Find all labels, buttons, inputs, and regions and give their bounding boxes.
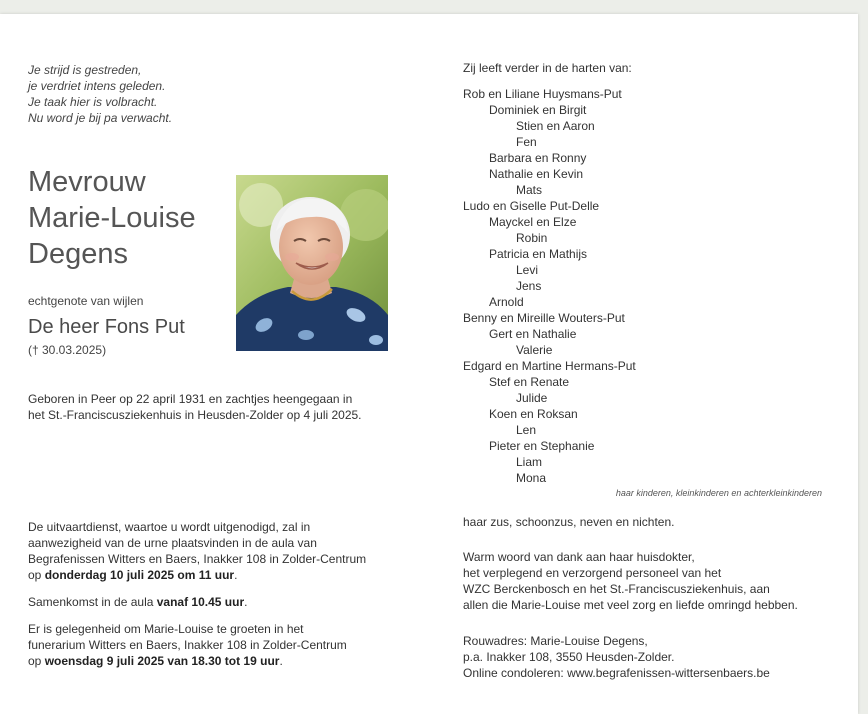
family-member: Rob en Liliane Huysmans-Put [463,87,622,101]
family-member: Nathalie en Kevin [489,167,584,181]
portrait-photo [236,175,388,351]
family-member: Len [516,423,537,437]
family-member: Jens [516,279,542,293]
birth-death-paragraph [28,391,362,423]
gathering-time: vanaf 10.45 uur [156,595,245,609]
thanks-line: Warm woord van dank aan haar huisdokter, [463,550,695,564]
funeral-date-prefix: op [28,568,45,582]
funeral-date-line [28,567,366,583]
viewing-paragraph [28,621,347,669]
siblings-line: haar zus, schoonzus, neven en nichten. [463,515,675,529]
family-member: Koen en Roksan [489,407,578,421]
family-member: Fen [516,135,537,149]
viewing-date: woensdag 9 juli 2025 van 18.30 tot 19 uur [44,654,280,668]
funeral-line: De uitvaartdienst, waartoe u wordt uitgenodigd, zal in [28,520,311,534]
deceased-first-name: Marie-Louise [28,202,196,234]
deceased-last-name: Degens [28,238,128,270]
viewing-line: funerarium Witters en Baers, Inakker 108 in Zolder-Centrum [28,638,347,652]
viewing-date-line [28,653,347,669]
family-member: Stef en Renate [489,375,570,389]
family-signature: haar kinderen, kleinkinderen en achterkleinkinderen [615,488,822,498]
spouse-death-date: († 30.03.2025) [28,343,107,357]
thanks-line: allen die Marie-Louise met veel zorg en liefde omringd hebben. [463,598,798,612]
poem-line: Je strijd is gestreden, [28,63,142,77]
address-block [463,633,770,681]
poem-line: Nu word je bij pa verwacht. [28,111,173,125]
address-line: p.a. Inakker 108, 3550 Heusden-Zolder. [463,650,675,664]
deceased-title: Mevrouw [28,166,146,198]
funeral-date: donderdag 10 juli 2025 om 11 uur [44,568,235,582]
poem [28,62,172,126]
family-member: Stien en Aaron [516,119,595,133]
family-member: Valerie [516,343,553,357]
address-line: Rouwadres: Marie-Louise Degens, [463,634,648,648]
funeral-paragraph [28,519,366,583]
funeral-line: Begrafenissen Witters en Baers, Inakker 108 in Zolder-Centrum [28,552,367,566]
family-member: Patricia en Mathijs [489,247,588,261]
funeral-line: aanwezigheid van de urne plaatsvinden in de aula van [28,536,317,550]
family-list [463,86,636,486]
thanks-line: WZC Berckenbosch en het St.-Franciscusziekenhuis, aan [463,582,770,596]
family-member: Mona [516,471,547,485]
viewing-line: Er is gelegenheid om Marie-Louise te groeten in het [28,622,304,636]
funeral-date-suffix: . [234,568,238,582]
poem-line: je verdriet intens geleden. [28,79,166,93]
family-member: Dominiek en Birgit [489,103,587,117]
family-member: Arnold [489,295,524,309]
deceased-name [28,164,196,272]
birth-death-line: Geboren in Peer op 22 april 1931 en zachtjes heengegaan in [28,392,353,406]
viewing-date-prefix: op [28,654,45,668]
family-member: Mayckel en Elze [489,215,577,229]
viewing-date-suffix: . [279,654,283,668]
poem-line: Je taak hier is volbracht. [28,95,158,109]
family-member: Edgard en Martine Hermans-Put [463,359,636,373]
family-member: Levi [516,263,539,277]
thanks-paragraph [463,549,798,613]
family-member: Pieter en Stephanie [489,439,595,453]
family-intro: Zij leeft verder in de harten van: [463,61,632,75]
family-member: Robin [516,231,548,245]
family-member: Liam [516,455,543,469]
obituary-card [0,14,858,714]
thanks-line: het verplegend en verzorgend personeel van het [463,566,722,580]
family-member: Barbara en Ronny [489,151,587,165]
birth-death-line: het St.-Franciscusziekenhuis in Heusden-Zolder op 4 juli 2025. [28,408,362,422]
family-member: Benny en Mireille Wouters-Put [463,311,625,325]
gathering-suffix: . [244,595,248,609]
spouse-intro: echtgenote van wijlen [28,294,144,308]
spouse-name: De heer Fons Put [28,316,185,338]
family-member: Mats [516,183,543,197]
online-condolence-line: Online condoleren: www.begrafenissen-wittersenbaers.be [463,666,770,680]
gathering-prefix: Samenkomst in de aula [28,595,157,609]
family-member: Ludo en Giselle Put-Delle [463,199,600,213]
family-member: Gert en Nathalie [489,327,577,341]
gathering-paragraph [28,594,247,610]
family-member: Julide [516,391,548,405]
